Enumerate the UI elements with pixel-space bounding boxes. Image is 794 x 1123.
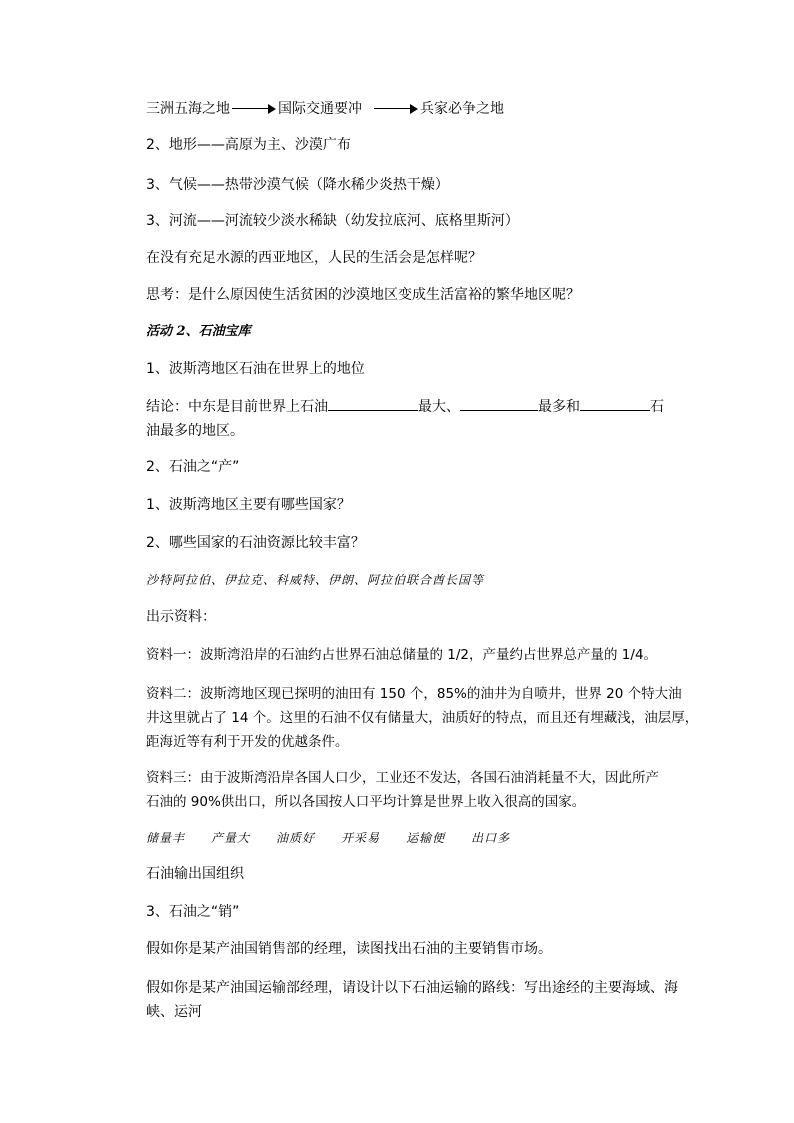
paragraph-production: 2、石油之“产” [146, 459, 240, 475]
material-two-line-3: 距海近等有利于开发的优越条件。 [146, 734, 349, 750]
paragraph-question: 在没有充足水源的西亚地区，人民的生活会是怎样呢？ [146, 250, 482, 266]
paragraph-rivers: 3、河流——河流较少淡水稀缺（幼发拉底河、底格里斯河） [146, 213, 519, 229]
flow-step-2: 国际交通要冲 [278, 101, 362, 117]
paragraph-think: 思考：是什么原因使生活贫困的沙漠地区变成生活富裕的繁华地区呢？ [146, 287, 580, 303]
conclusion-text-3: 最多和 [538, 399, 580, 415]
conclusion-text-2: 最大、 [418, 399, 460, 415]
paragraph-resources-q: 2、哪些国家的石油资源比较丰富？ [146, 535, 365, 551]
arrow-right-icon [232, 104, 276, 114]
advantage-item: 运输便 [406, 831, 446, 845]
material-one: 资料一：波斯湾沿岸的石油约占世界石油总储量的 1/2，产量约占世界总产量的 1/4。 [146, 647, 658, 663]
paragraph-countries-q: 1、波斯湾地区主要有哪些国家？ [146, 497, 351, 513]
material-three-line-1: 资料三：由于波斯湾沿岸各国人口少，工业还不发达，各国石油消耗量不大，因此所产 [146, 770, 659, 786]
paragraph-status: 1、波斯湾地区石油在世界上的地位 [146, 361, 365, 377]
conclusion-line-2: 油最多的地区。 [146, 423, 244, 439]
material-two-line-1: 资料二：波斯湾地区现已探明的油田有 150 个，85%的油井为自喷井，世界 20 个特大油 [146, 686, 682, 702]
advantage-item: 储量丰 [146, 831, 186, 845]
material-three-line-2: 石油的 90%供出口，所以各国按人口平均计算是世界上收入很高的国家。 [146, 794, 586, 810]
paragraph-sales-manager: 假如你是某产油国销售部的经理，读图找出石油的主要销售市场。 [146, 941, 552, 957]
paragraph-transport-line-1: 假如你是某产油国运输部经理，请设计以下石油运输的路线：写出途经的主要海域、海 [146, 980, 678, 996]
paragraph-climate: 3、气候——热带沙漠气候（降水稀少炎热干燥） [146, 177, 449, 193]
flow-line [146, 97, 677, 121]
paragraph-show-materials: 出示资料： [146, 609, 216, 625]
advantages-row [146, 826, 677, 850]
flow-step-3: 兵家必争之地 [420, 101, 504, 117]
advantage-item: 产量大 [211, 831, 251, 845]
fill-blank-3[interactable] [580, 396, 650, 411]
paragraph-terrain: 2、地形——高原为主、沙漠广布 [146, 137, 351, 153]
conclusion-text-1: 结论：中东是目前世界上石油 [146, 399, 328, 415]
advantage-item: 开采易 [341, 831, 381, 845]
paragraph-sales: 3、石油之“销” [146, 904, 240, 920]
conclusion-line [146, 395, 677, 419]
advantage-item: 出口多 [471, 831, 511, 845]
advantage-item: 油质好 [276, 831, 316, 845]
flow-step-1: 三洲五海之地 [146, 101, 230, 117]
paragraph-opec: 石油输出国组织 [146, 866, 244, 882]
paragraph-transport-line-2: 峡、运河 [146, 1004, 202, 1020]
fill-blank-2[interactable] [460, 396, 538, 411]
arrow-right-icon [374, 104, 418, 114]
country-list: 沙特阿拉伯、伊拉克、科威特、伊朗、阿拉伯联合酋长国等 [146, 573, 485, 587]
fill-blank-1[interactable] [328, 396, 418, 411]
material-two-line-2: 井这里就占了 14 个。这里的石油不仅有储量大，油质好的特点，而且还有埋藏浅，油层厚， [146, 710, 699, 726]
activity-heading: 活动 2、石油宝库 [146, 324, 251, 339]
conclusion-text-4: 石 [650, 399, 664, 415]
